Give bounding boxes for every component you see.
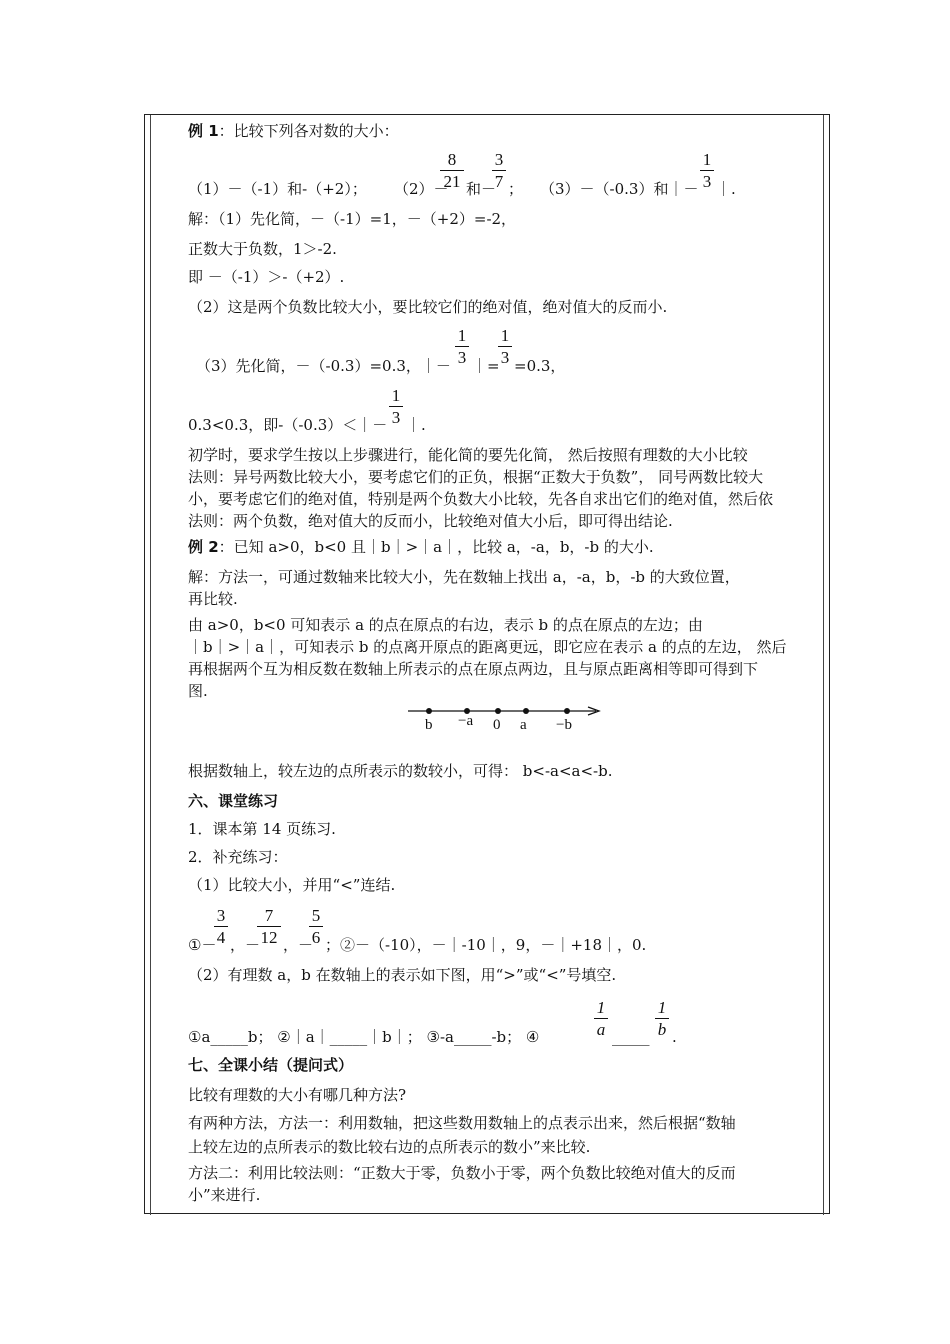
example2-para-4: 图. (188, 682, 208, 700)
solution-line-5-mid: ｜= (472, 357, 500, 375)
section6-sub-1: （1）比较大小，并用“<”连结. (188, 876, 396, 894)
section6-item-2: 2．补充练习： (188, 848, 288, 866)
solution-5-fraction-1: $\frac{1}{3}$ (455, 326, 469, 369)
solution-line-1: 解：（1）先化简，－（-1）=1，－（+2）=-2， (188, 210, 517, 228)
sub1-fraction-3: $\frac{5}{6}$ (309, 906, 323, 949)
q1: （1）－（-1）和-（+2）； (188, 180, 367, 198)
q3-end: ｜. (716, 180, 736, 198)
section6-item-1: 1．课本第 14 页练习. (188, 820, 336, 838)
example2-title: ：已知 a>0，b<0 且｜b｜>｜a｜，比较 a，-a，b，-b 的大小. (218, 538, 654, 556)
solution-line-5-prefix: （3）先化简，－（-0.3）=0.3，｜－ (196, 357, 451, 375)
note-line-1: 初学时，要求学生按以上步骤进行，能化简的要先化简， 然后按照有理数的大小比较 (188, 446, 748, 464)
example2-solution-1: 解：方法一，可通过数轴来比较大小，先在数轴上找出 a，-a，b，-b 的大致位置， (188, 568, 740, 586)
sub1-comma-2: ，－ (283, 936, 314, 954)
point-zero (495, 708, 501, 714)
sub1-comma-1: ，－ (230, 936, 261, 954)
q3-prefix: （3）－（-0.3）和｜－ (540, 180, 699, 198)
note-line-2: 法则：异号两数比较大小，要考虑它们的正负，根据“正数大于负数”， 同号两数比较大 (188, 468, 764, 486)
example2-line (188, 536, 654, 558)
section7-answer-2a: 方法二：利用比较法则：“正数大于零，负数小于零，两个负数比较绝对值大的反而 (188, 1164, 736, 1182)
number-line-label-neg-b: −b (556, 717, 572, 733)
section7-answer-1b: 上较左边的点所表示的数比较右边的点所表示的数小”来比较. (188, 1138, 591, 1156)
q2-mid: 和－ (466, 180, 497, 198)
q3-fraction: $\frac{1}{3}$ (700, 150, 714, 193)
sub1-fraction-2: $\frac{7}{12}$ (257, 906, 281, 949)
number-line-label-a: a (520, 717, 527, 733)
solution-line-3: 即 －（-1）＞-（+2）. (188, 268, 345, 286)
example2-para-3: 再根据两个互为相反数在数轴上所表示的点在原点两边，且与原点距离相等即可得到下 (188, 660, 759, 678)
solution-5-fraction-2: $\frac{1}{3}$ (498, 326, 512, 369)
sub1-fraction-1: $\frac{3}{4}$ (214, 906, 228, 949)
example2-conclusion: 根据数轴上，较左边的点所表示的数较小，可得： b<-a<a<-b. (188, 762, 613, 780)
solution-6-fraction: $\frac{1}{3}$ (389, 386, 403, 429)
example2-heading: 例 2 (188, 538, 219, 556)
sub2-fraction-1-over-b: $\frac{1}{b}$ (655, 998, 669, 1041)
sub1-circle-1: ①－ (188, 936, 217, 954)
number-line-label-neg-a: −a (458, 713, 474, 729)
number-line-label-b: b (425, 717, 433, 733)
section6-heading: 六、课堂练习 (188, 792, 279, 810)
number-line-label-zero: 0 (493, 717, 501, 733)
section7-heading: 七、全课小结（提问式） (188, 1056, 354, 1074)
sub2-blank-4: _____ (612, 1028, 650, 1046)
section7-answer-2b: 小”来进行. (188, 1186, 261, 1204)
solution-line-4: （2）这是两个负数比较大小，要比较它们的绝对值，绝对值大的反而小. (188, 298, 668, 316)
section6-sub-2: （2）有理数 a，b 在数轴上的表示如下图，用“>”或“<”号填空. (188, 966, 617, 984)
example1-title: ：比较下列各对数的大小： (218, 122, 399, 140)
point-neg-b (564, 708, 570, 714)
point-b (426, 708, 432, 714)
example2-para-1: 由 a>0，b<0 可知表示 a 的点在原点的右边，表示 b 的点在原点的左边；由 (188, 616, 703, 634)
sub2-end: . (672, 1028, 677, 1046)
q2-fraction-1: $\frac{8}{21}$ (440, 150, 464, 193)
example2-para-2: ｜b｜>｜a｜，可知表示 b 的点离开原点的距离更远，即它应在表示 a 的点的左边， 然后 (188, 638, 787, 656)
sub1-rest: ；②－（-10），－｜-10｜，9，－｜+18｜，0. (325, 936, 647, 954)
solution-line-6-prefix: 0.3<0.3，即-（-0.3）＜｜－ (188, 416, 388, 434)
solution-line-2: 正数大于负数，1＞-2. (188, 240, 337, 258)
q2-end: ； (508, 180, 524, 198)
sub2-fraction-1-over-a: $\frac{1}{a}$ (594, 998, 608, 1041)
example1-heading: 例 1 (188, 122, 219, 140)
note-line-4: 法则：两个负数，绝对值大的反而小，比较绝对值大小后，即可得出结论. (188, 512, 673, 530)
q2-fraction-2: $\frac{3}{7}$ (492, 150, 506, 193)
example1-line (188, 120, 399, 142)
section7-answer-1a: 有两种方法，方法一：利用数轴，把这些数用数轴上的点表示出来，然后根据“数轴 (188, 1114, 736, 1132)
example2-solution-2: 再比较. (188, 590, 238, 608)
point-a (523, 708, 529, 714)
q2-prefix: （2）－ (394, 180, 449, 198)
sub2-blanks-line: ①a_____b； ②｜a｜_____｜b｜； ③-a_____-b； ④ (188, 1028, 540, 1046)
note-line-3: 小，要考虑它们的绝对值，特别是两个负数大小比较，先各自求出它们的绝对值，然后依 (188, 490, 774, 508)
section7-question: 比较有理数的大小有哪几种方法? (188, 1086, 407, 1104)
solution-line-6-end: ｜. (406, 416, 426, 434)
solution-line-5-end: =0.3， (514, 357, 566, 375)
